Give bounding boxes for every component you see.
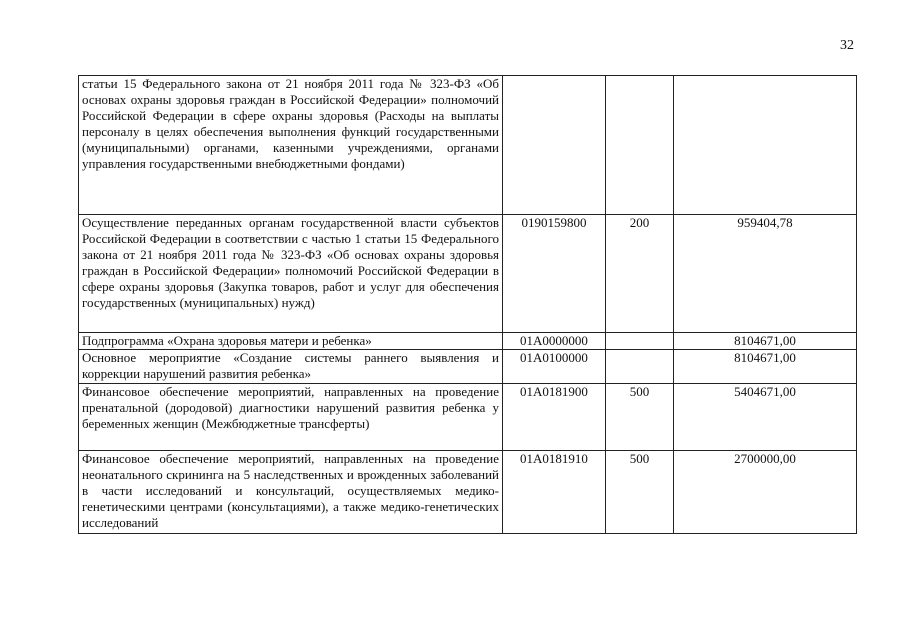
row-expense-type: 200 bbox=[606, 215, 674, 333]
row-expense-type bbox=[606, 76, 674, 215]
row-amount bbox=[674, 76, 857, 215]
row-amount: 5404671,00 bbox=[674, 384, 857, 451]
row-description: Финансовое обеспечение мероприятий, направленных на проведение пренатальной (дородовой) диагностики нарушений развития ребенка у беременных женщин (Межбюджетные трансферты) bbox=[79, 384, 503, 451]
table-row bbox=[79, 384, 857, 451]
table-row bbox=[79, 215, 857, 333]
row-expense-type: 500 bbox=[606, 451, 674, 534]
row-description: Осуществление переданных органам государственной власти субъектов Российской Федерации в соответствии с частью 1 статьи 15 Федерального закона от 21 ноября 2011 года № 323-ФЗ «Об основах охраны здоровья граждан в Российской Федерации» полномочий Российской Федерации в сфере охраны здоровья (Закупка товаров, работ и услуг для обеспечения государственных (муниципальных) нужд) bbox=[79, 215, 503, 333]
table-row bbox=[79, 451, 857, 534]
row-expense-type bbox=[606, 350, 674, 384]
table-row bbox=[79, 333, 857, 350]
row-target-code: 01А0100000 bbox=[503, 350, 606, 384]
row-amount: 2700000,00 bbox=[674, 451, 857, 534]
row-amount: 8104671,00 bbox=[674, 350, 857, 384]
row-target-code: 01А0181910 bbox=[503, 451, 606, 534]
row-target-code: 01А0181900 bbox=[503, 384, 606, 451]
row-amount: 959404,78 bbox=[674, 215, 857, 333]
table-row bbox=[79, 350, 857, 384]
row-description: Финансовое обеспечение мероприятий, направленных на проведение неонатального скрининга на 5 наследственных и врожденных заболеваний в части исследований и консультаций, осуществляемых медико-генетическими центрами (консультациями), а также медико-генетических исследований bbox=[79, 451, 503, 534]
budget-table bbox=[78, 75, 857, 534]
row-description: статьи 15 Федерального закона от 21 ноября 2011 года № 323-ФЗ «Об основах охраны здоровья граждан в Российской Федерации» полномочий Российской Федерации в сфере охраны здоровья (Расходы на выплаты персоналу в целях обеспечения выполнения функций государственными (муниципальными) органами, казенными учреждениями, органами управления государственными внебюджетными фондами) bbox=[79, 76, 503, 215]
table-row bbox=[79, 76, 857, 215]
row-expense-type: 500 bbox=[606, 384, 674, 451]
row-description: Основное мероприятие «Создание системы раннего выявления и коррекции нарушений развития ребенка» bbox=[79, 350, 503, 384]
row-expense-type bbox=[606, 333, 674, 350]
row-target-code: 01А0000000 bbox=[503, 333, 606, 350]
row-amount: 8104671,00 bbox=[674, 333, 857, 350]
row-description: Подпрограмма «Охрана здоровья матери и ребенка» bbox=[79, 333, 503, 350]
row-target-code: 0190159800 bbox=[503, 215, 606, 333]
page-number: 32 bbox=[840, 38, 854, 53]
row-target-code bbox=[503, 76, 606, 215]
